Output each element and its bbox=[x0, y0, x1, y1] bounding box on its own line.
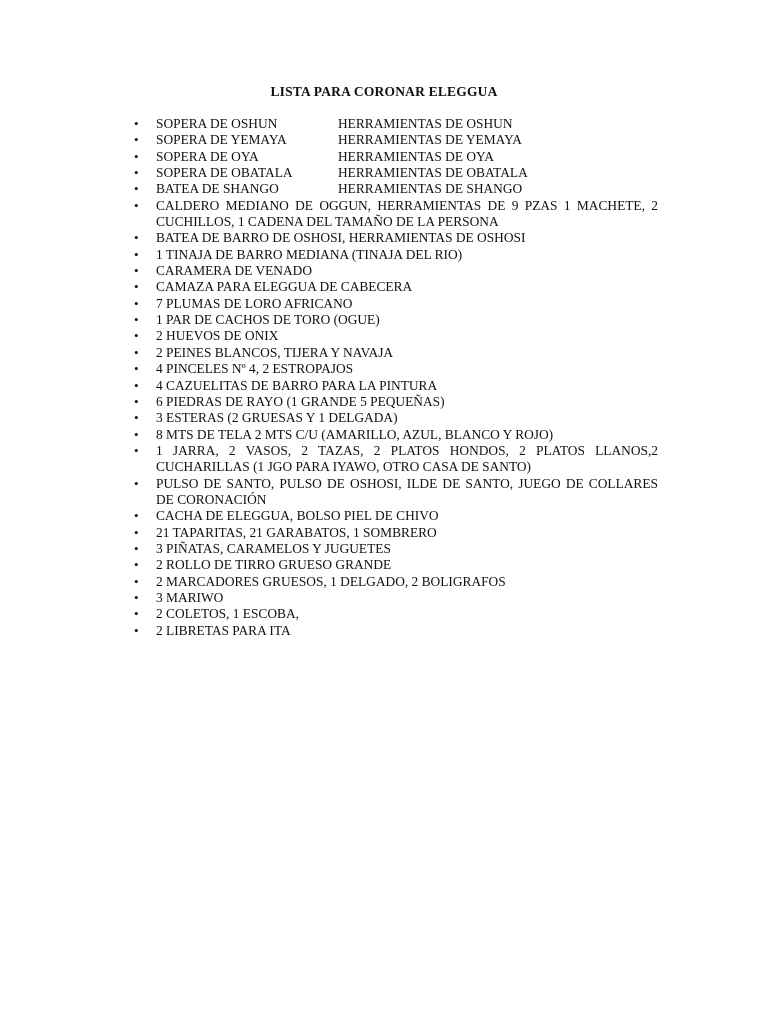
bullet-icon: • bbox=[134, 393, 139, 409]
list-item bbox=[134, 312, 658, 328]
list-item-text: 2 MARCADORES GRUESOS, 1 DELGADO, 2 BOLIGRAFOS bbox=[156, 573, 506, 589]
list-item bbox=[134, 116, 658, 132]
bullet-icon: • bbox=[134, 426, 139, 442]
two-column-row bbox=[156, 132, 658, 148]
bullet-icon: • bbox=[134, 230, 139, 246]
list-item-text: 4 PINCELES Nº 4, 2 ESTROPAJOS bbox=[156, 361, 354, 377]
list-item-left: SOPERA DE YEMAYA bbox=[156, 132, 287, 148]
bullet-icon: • bbox=[134, 197, 139, 213]
list-item bbox=[134, 443, 658, 476]
list-item-text: 6 PIEDRAS DE RAYO (1 GRANDE 5 PEQUEÑAS) bbox=[156, 393, 445, 409]
list-item-text: 1 JARRA, 2 VASOS, 2 TAZAS, 2 PLATOS HONDOS, 2 PLATOS LLANOS,2 CUCHARILLAS (1 JGO PARA IYAWO, OTRO CASA DE SANTO) bbox=[156, 442, 658, 475]
bullet-icon: • bbox=[134, 589, 139, 605]
list-item bbox=[134, 525, 658, 541]
document-title: LISTA PARA CORONAR ELEGGUA bbox=[270, 84, 498, 99]
list-item-text: 3 ESTERAS (2 GRUESAS Y 1 DELGADA) bbox=[156, 410, 398, 426]
list-item-text: CACHA DE ELEGGUA, BOLSO PIEL DE CHIVO bbox=[156, 508, 439, 524]
bullet-icon: • bbox=[134, 622, 139, 638]
list-item bbox=[134, 247, 658, 263]
list-item bbox=[134, 378, 658, 394]
bullet-icon: • bbox=[134, 165, 139, 181]
list-item-text: PULSO DE SANTO, PULSO DE OSHOSI, ILDE DE SANTO, JUEGO DE COLLARES DE CORONACIÓN bbox=[156, 475, 658, 507]
list-item bbox=[134, 345, 658, 361]
list-item-right: HERRAMIENTAS DE OSHUN bbox=[338, 116, 513, 131]
list-item-text: CAMAZA PARA ELEGGUA DE CABECERA bbox=[156, 279, 413, 295]
bullet-icon: • bbox=[134, 442, 139, 458]
two-column-row bbox=[156, 116, 658, 132]
list-item bbox=[134, 574, 658, 590]
bullet-icon: • bbox=[134, 508, 139, 524]
bullet-icon: • bbox=[134, 148, 139, 164]
list-item bbox=[134, 279, 658, 295]
list-item-text: 21 TAPARITAS, 21 GARABATOS, 1 SOMBRERO bbox=[156, 524, 437, 540]
list-item-text: BATEA DE BARRO DE OSHOSI, HERRAMIENTAS DE OSHOSI bbox=[156, 230, 526, 246]
item-list bbox=[134, 116, 658, 639]
list-item-right: HERRAMIENTAS DE SHANGO bbox=[338, 181, 523, 197]
list-item-text: 2 HUEVOS DE ONIX bbox=[156, 328, 279, 344]
list-item-text: 2 ROLLO DE TIRRO GRUESO GRANDE bbox=[156, 557, 392, 573]
list-item-right: HERRAMIENTAS DE OYA bbox=[338, 148, 494, 164]
list-item bbox=[134, 361, 658, 377]
bullet-icon: • bbox=[134, 132, 139, 148]
list-item bbox=[134, 165, 658, 181]
bullet-icon: • bbox=[134, 116, 139, 131]
bullet-icon: • bbox=[134, 361, 139, 377]
list-item-text: 1 TINAJA DE BARRO MEDIANA (TINAJA DEL RIO) bbox=[156, 246, 463, 262]
list-item bbox=[134, 476, 658, 509]
list-item bbox=[134, 132, 658, 148]
list-item bbox=[134, 181, 658, 197]
two-column-row bbox=[156, 181, 658, 197]
bullet-icon: • bbox=[134, 540, 139, 556]
list-item-text: 3 PIÑATAS, CARAMELOS Y JUGUETES bbox=[156, 540, 391, 556]
bullet-icon: • bbox=[134, 606, 139, 622]
list-item-left: BATEA DE SHANGO bbox=[156, 181, 279, 197]
list-item-text: 8 MTS DE TELA 2 MTS C/U (AMARILLO, AZUL, BLANCO Y ROJO) bbox=[156, 426, 554, 442]
list-item bbox=[134, 541, 658, 557]
list-item bbox=[134, 149, 658, 165]
list-item bbox=[134, 410, 658, 426]
two-column-row bbox=[156, 149, 658, 165]
bullet-icon: • bbox=[134, 344, 139, 360]
list-item-text: CARAMERA DE VENADO bbox=[156, 263, 312, 279]
list-item-text: 7 PLUMAS DE LORO AFRICANO bbox=[156, 295, 353, 311]
list-item bbox=[134, 296, 658, 312]
list-item-text: 2 PEINES BLANCOS, TIJERA Y NAVAJA bbox=[156, 344, 394, 360]
bullet-icon: • bbox=[134, 328, 139, 344]
list-item-right: HERRAMIENTAS DE YEMAYA bbox=[338, 132, 522, 148]
list-item bbox=[134, 198, 658, 231]
list-item-text: CALDERO MEDIANO DE OGGUN, HERRAMIENTAS DE 9 PZAS 1 MACHETE, 2 CUCHILLOS, 1 CADENA DEL TAMAÑO DE LA PERSONA bbox=[156, 197, 658, 230]
bullet-icon: • bbox=[134, 279, 139, 295]
list-item bbox=[134, 606, 658, 622]
list-item bbox=[134, 427, 658, 443]
bullet-icon: • bbox=[134, 181, 139, 197]
list-item-right: HERRAMIENTAS DE OBATALA bbox=[338, 165, 528, 181]
bullet-icon: • bbox=[134, 263, 139, 279]
bullet-icon: • bbox=[134, 377, 139, 393]
list-item-left: SOPERA DE OSHUN bbox=[156, 116, 278, 131]
list-item-text: 4 CAZUELITAS DE BARRO PARA LA PINTURA bbox=[156, 377, 438, 393]
list-item bbox=[134, 590, 658, 606]
list-item-text: 1 PAR DE CACHOS DE TORO (OGUE) bbox=[156, 312, 380, 328]
list-item-text: 3 MARIWO bbox=[156, 589, 224, 605]
bullet-icon: • bbox=[134, 573, 139, 589]
list-item-text: 2 LIBRETAS PARA ITA bbox=[156, 622, 291, 638]
list-item bbox=[134, 557, 658, 573]
list-item bbox=[134, 328, 658, 344]
bullet-icon: • bbox=[134, 410, 139, 426]
bullet-icon: • bbox=[134, 557, 139, 573]
bullet-icon: • bbox=[134, 312, 139, 328]
list-item bbox=[134, 394, 658, 410]
two-column-row bbox=[156, 165, 658, 181]
list-item-left: SOPERA DE OBATALA bbox=[156, 165, 293, 181]
list-item bbox=[134, 263, 658, 279]
list-item bbox=[134, 508, 658, 524]
bullet-icon: • bbox=[134, 295, 139, 311]
bullet-icon: • bbox=[134, 475, 139, 491]
list-item-text: 2 COLETOS, 1 ESCOBA, bbox=[156, 606, 299, 622]
list-item bbox=[134, 623, 658, 639]
bullet-icon: • bbox=[134, 524, 139, 540]
list-item-left: SOPERA DE OYA bbox=[156, 148, 259, 164]
list-item bbox=[134, 230, 658, 246]
bullet-icon: • bbox=[134, 246, 139, 262]
